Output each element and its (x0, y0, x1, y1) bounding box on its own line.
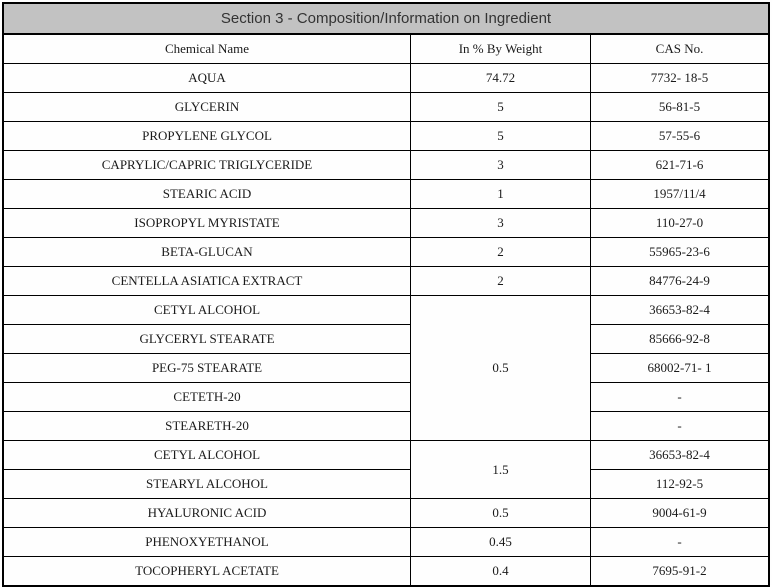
section-title: Section 3 - Composition/Information on Ingredient (3, 3, 769, 34)
cas-cell: 621-71-6 (591, 151, 769, 180)
table-header-row (3, 34, 769, 64)
cas-cell: 85666-92-8 (591, 325, 769, 354)
table-row (3, 354, 769, 383)
cas-cell: - (591, 383, 769, 412)
table-row (3, 209, 769, 238)
cas-cell: 55965-23-6 (591, 238, 769, 267)
weight-cell: 3 (411, 151, 591, 180)
cas-cell: 9004-61-9 (591, 499, 769, 528)
chemical-name-cell: ISOPROPYL MYRISTATE (3, 209, 411, 238)
weight-cell: 5 (411, 122, 591, 151)
chemical-name-cell: CETYL ALCOHOL (3, 441, 411, 470)
weight-cell: 0.4 (411, 557, 591, 587)
cas-cell: 1957/11/4 (591, 180, 769, 209)
table-row (3, 383, 769, 412)
cas-cell: 36653-82-4 (591, 441, 769, 470)
chemical-name-cell: STEARIC ACID (3, 180, 411, 209)
table-row (3, 238, 769, 267)
table-row (3, 528, 769, 557)
chemical-name-cell: AQUA (3, 64, 411, 93)
table-row (3, 267, 769, 296)
chemical-name-cell: CETYL ALCOHOL (3, 296, 411, 325)
column-header-cas: CAS No. (591, 34, 769, 64)
chemical-name-cell: PHENOXYETHANOL (3, 528, 411, 557)
table-row (3, 470, 769, 499)
chemical-name-cell: PROPYLENE GLYCOL (3, 122, 411, 151)
cas-cell: - (591, 528, 769, 557)
table-row (3, 93, 769, 122)
table-row (3, 325, 769, 354)
cas-cell: 57-55-6 (591, 122, 769, 151)
weight-cell: 2 (411, 267, 591, 296)
weight-cell: 5 (411, 93, 591, 122)
cas-cell: 56-81-5 (591, 93, 769, 122)
weight-cell: 1 (411, 180, 591, 209)
cas-cell: 7732- 18-5 (591, 64, 769, 93)
weight-cell-merged: 0.5 (411, 296, 591, 441)
table-row (3, 296, 769, 325)
chemical-name-cell: HYALURONIC ACID (3, 499, 411, 528)
cas-cell: 36653-82-4 (591, 296, 769, 325)
chemical-name-cell: CETETH-20 (3, 383, 411, 412)
chemical-name-cell: STEARYL ALCOHOL (3, 470, 411, 499)
cas-cell: 84776-24-9 (591, 267, 769, 296)
chemical-name-cell: CENTELLA ASIATICA EXTRACT (3, 267, 411, 296)
cas-cell: - (591, 412, 769, 441)
table-row (3, 151, 769, 180)
table-row (3, 412, 769, 441)
column-header-chemical-name: Chemical Name (3, 34, 411, 64)
column-header-weight: In % By Weight (411, 34, 591, 64)
weight-cell: 2 (411, 238, 591, 267)
weight-cell: 74.72 (411, 64, 591, 93)
chemical-name-cell: STEARETH-20 (3, 412, 411, 441)
weight-cell: 0.45 (411, 528, 591, 557)
cas-cell: 112-92-5 (591, 470, 769, 499)
table-row (3, 64, 769, 93)
table-row (3, 180, 769, 209)
composition-table (2, 2, 770, 587)
table-row (3, 122, 769, 151)
cas-cell: 7695-91-2 (591, 557, 769, 587)
chemical-name-cell: GLYCERYL STEARATE (3, 325, 411, 354)
chemical-name-cell: PEG-75 STEARATE (3, 354, 411, 383)
cas-cell: 68002-71- 1 (591, 354, 769, 383)
cas-cell: 110-27-0 (591, 209, 769, 238)
table-row (3, 499, 769, 528)
weight-cell-merged: 1.5 (411, 441, 591, 499)
table-row (3, 557, 769, 587)
chemical-name-cell: BETA-GLUCAN (3, 238, 411, 267)
weight-cell: 0.5 (411, 499, 591, 528)
table-row (3, 441, 769, 470)
weight-cell: 3 (411, 209, 591, 238)
section-title-row (3, 3, 769, 34)
chemical-name-cell: CAPRYLIC/CAPRIC TRIGLYCERIDE (3, 151, 411, 180)
chemical-name-cell: GLYCERIN (3, 93, 411, 122)
chemical-name-cell: TOCOPHERYL ACETATE (3, 557, 411, 587)
